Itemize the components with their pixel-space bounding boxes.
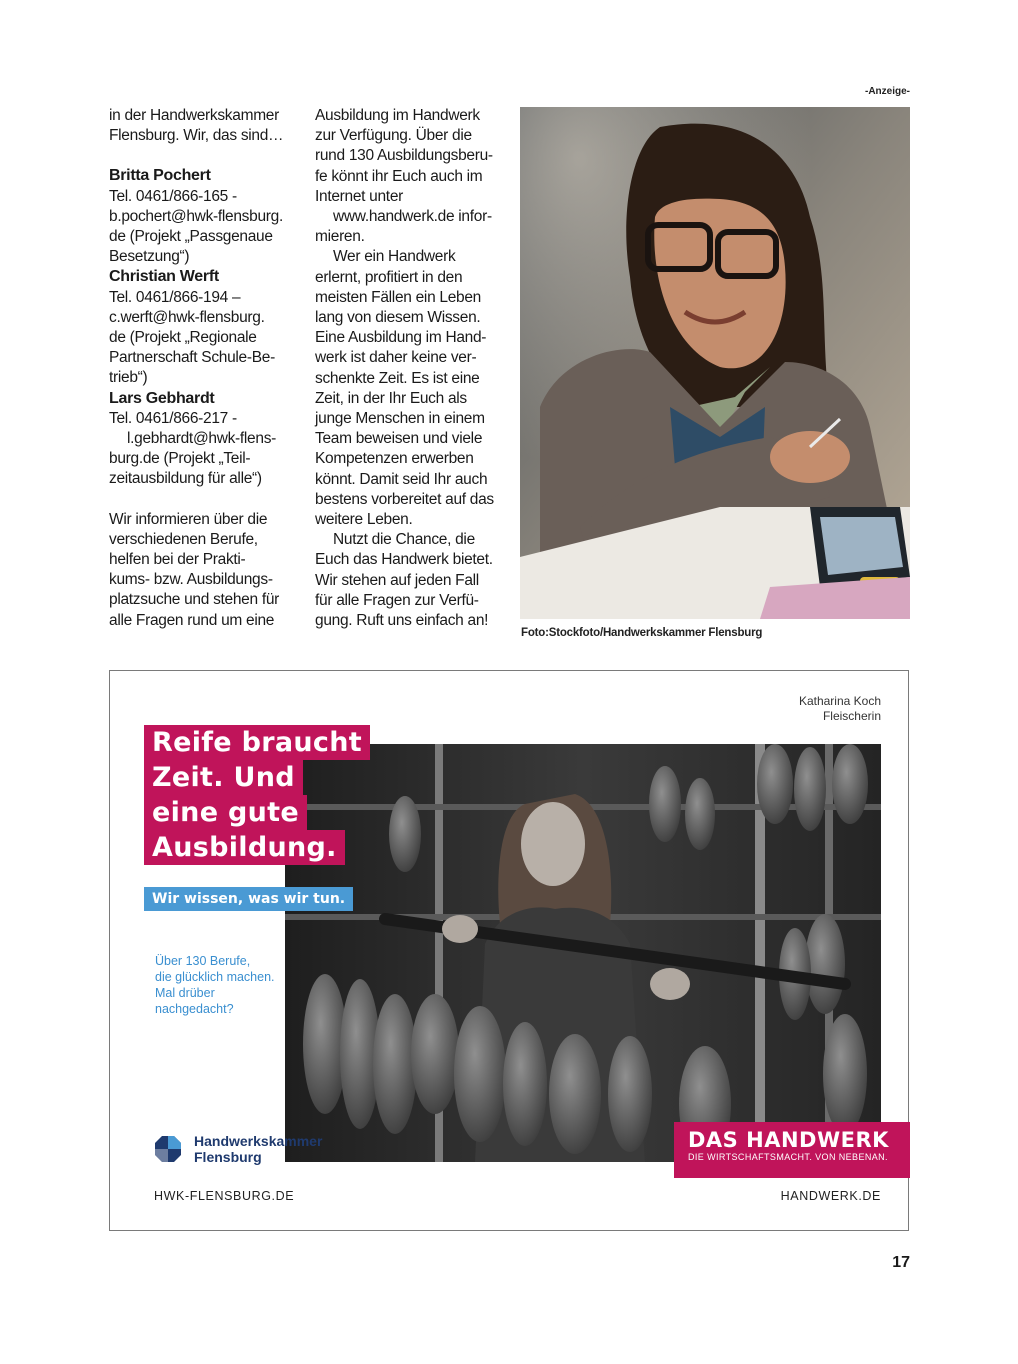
advertisement (109, 670, 909, 1231)
contact-line: Partnerschaft Schule-Be- (109, 349, 275, 367)
contact-line: Tel. 0461/866-165 - (109, 187, 237, 205)
contact-name: Lars Gebhardt (109, 389, 215, 407)
person-role: Fleischerin (822, 709, 881, 723)
outro-line: kums- bzw. Ausbildungs- (109, 571, 273, 589)
body-line: Euch das Handwerk bietet. (315, 551, 493, 569)
outro-line: verschiedenen Berufe, (109, 530, 258, 548)
body-line: für alle Fragen zur Verfü- (315, 591, 479, 609)
contact-name: Christian Werft (109, 268, 219, 286)
body-line: erlernt, profitiert in den (315, 268, 463, 286)
body-line: zur Verfügung. Über die (315, 127, 472, 145)
body-line: weitere Leben. (315, 511, 413, 529)
org-name-line: Handwerkskammer (194, 1133, 323, 1149)
body-line: meisten Fällen ein Leben (315, 288, 481, 306)
body-line: Ausbildung im Handwerk (315, 107, 480, 124)
headline-line: Zeit. Und (144, 760, 303, 795)
outro-line: alle Fragen rund um eine (109, 611, 275, 629)
outro-line: platzsuche und stehen für (109, 591, 280, 609)
headline-line: Ausbildung. (144, 830, 345, 865)
contact-line: l.gebhardt@hwk-flens- (127, 430, 277, 448)
contact-name: Britta Pochert (109, 167, 211, 185)
contact-line: b.pochert@hwk-flensburg. (109, 207, 283, 225)
ad-blurb (155, 953, 295, 1017)
ad-headline (144, 725, 370, 865)
contact-line: burg.de (Projekt „Teil- (109, 450, 251, 468)
das-handwerk-badge (674, 1122, 910, 1178)
body-line: Eine Ausbildung im Hand- (315, 329, 487, 347)
contact-line: c.werft@hwk-flensburg. (109, 308, 265, 326)
blurb-line: die glücklich machen. (155, 970, 275, 984)
blurb-line: Mal drüber (155, 986, 215, 1000)
body-line: schenkte Zeit. Es ist eine (315, 369, 480, 387)
ad-person-credit (799, 694, 881, 724)
body-line: Kompetenzen erwerben (315, 450, 474, 468)
handwerk-url[interactable]: HANDWERK.DE (780, 1189, 881, 1203)
contact-line: Besetzung“) (109, 248, 190, 266)
outro-line: helfen bei der Prakti- (109, 551, 246, 569)
photo-caption: Foto:Stockfoto/Handwerkskammer Flensburg (521, 627, 763, 639)
body-line: bestens vorbereitet auf das (315, 490, 494, 508)
body-line: Team beweisen und viele (315, 430, 483, 448)
hwk-logo (154, 1133, 322, 1165)
body-line: rund 130 Ausbildungsberu- (315, 147, 493, 165)
contact-line: Tel. 0461/866-194 – (109, 288, 241, 306)
body-line: könnt. Damit seid Ihr auch (315, 470, 488, 488)
body-line: Internet unter (315, 187, 403, 205)
hwk-logo-icon (154, 1135, 182, 1163)
text-column-2 (315, 106, 505, 631)
badge-title: DAS HANDWERK (688, 1128, 889, 1152)
body-line: Wer ein Handwerk (333, 248, 456, 266)
butcher-photo (285, 744, 881, 1162)
text-column-1 (109, 106, 299, 631)
contact-line: trieb“) (109, 369, 148, 387)
body-line: gung. Ruft uns einfach an! (315, 612, 489, 630)
intro-line: Flensburg. Wir, das sind… (109, 127, 284, 145)
org-name-line: Flensburg (194, 1149, 262, 1165)
blurb-line: Über 130 Berufe, (155, 954, 251, 968)
outro-line: Wir informieren über die (109, 510, 268, 528)
intro-line: in der Handwerkskammer (109, 107, 279, 124)
ad-slogan: Wir wissen, was wir tun. (144, 887, 353, 911)
contact-line: Tel. 0461/866-217 - (109, 409, 237, 427)
body-line: mieren. (315, 228, 365, 246)
badge-tagline: DIE WIRTSCHAFTSMACHT. VON NEBENAN. (688, 1152, 888, 1162)
body-line: Wir stehen auf jeden Fall (315, 571, 479, 589)
body-line: junge Menschen in einem (315, 410, 485, 428)
body-line: Zeit, in der Ihr Euch als (315, 389, 467, 407)
body-line: werk ist daher keine ver- (315, 349, 477, 367)
blurb-line: nachgedacht? (155, 1002, 234, 1016)
headline-line: Reife braucht (144, 725, 370, 760)
body-line: fe könnt ihr Euch auch im (315, 167, 483, 185)
contact-line: de (Projekt „Passgenaue (109, 228, 273, 246)
body-line: Nutzt die Chance, die (333, 531, 475, 549)
craftswoman-photo (520, 107, 910, 619)
hwk-url[interactable]: HWK-FLENSBURG.DE (154, 1189, 295, 1203)
body-line: www.handwerk.de infor- (333, 208, 492, 226)
headline-line: eine gute (144, 795, 307, 830)
body-line: lang von diesem Wissen. (315, 309, 481, 327)
ad-label: -Anzeige- (865, 86, 910, 97)
contact-line: zeitausbildung für alle“) (109, 470, 262, 488)
page-number: 17 (892, 1254, 910, 1271)
contact-line: de (Projekt „Regionale (109, 329, 257, 347)
person-name: Katharina Koch (798, 694, 881, 708)
